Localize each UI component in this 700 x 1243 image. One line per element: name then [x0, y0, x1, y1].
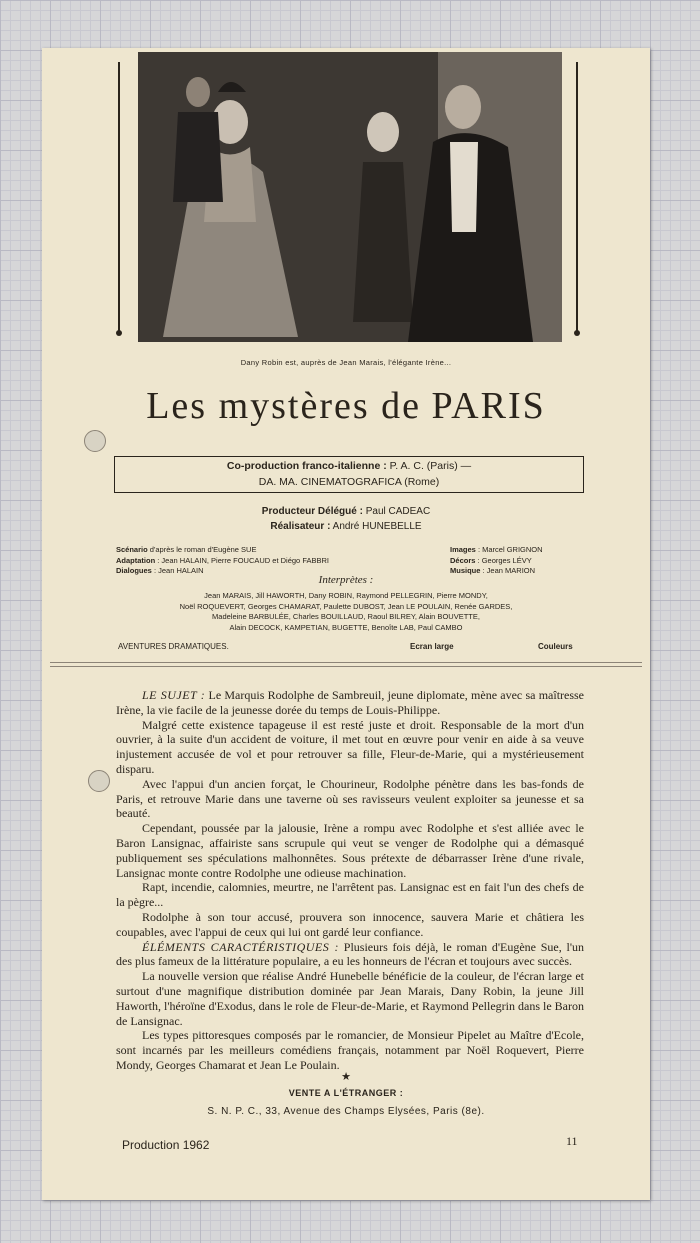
photo-rule-left: [118, 62, 120, 332]
synopsis-paragraph: [116, 688, 584, 718]
synopsis-text: [116, 688, 584, 1073]
credit-row: [116, 545, 329, 556]
director-line: [42, 521, 650, 532]
synopsis-paragraph: Malgré cette existence tapageuse il est resté juste et droit. Responsable de la mort d'un ouvrier, à la suite d'un accident de voiture, il met tout en œuvre pour venir en aide à sa veuve injustement accusée de vol et pour retrouver sa fille, Fleur-de-Marie, qui a mystérieusement disparu.: [116, 717, 584, 776]
coproduction-value-1: P. A. C. (Paris) —: [389, 460, 472, 472]
cast-line: Noël ROQUEVERT, Georges CHAMARAT, Paulette DUBOST, Jean LE POULAIN, Renée GARDES,: [179, 601, 513, 611]
credit-value: : Jean HALAIN: [153, 566, 204, 575]
credit-row: [450, 556, 543, 567]
elements-label: ÉLÉMENTS CARACTÉRISTIQUES :: [142, 939, 340, 954]
paragraph-text: Le Marquis Rodolphe de Sambreuil, jeune diplomate, mène avec sa maîtresse Irène, la vie facile de la jeunesse dorée du temps de Louis-Philippe.: [116, 688, 585, 717]
photo-caption: Dany Robin est, auprès de Jean Marais, l'élégante Irène...: [240, 358, 452, 367]
film-title: [42, 384, 650, 428]
director-value: André HUNEBELLE: [332, 521, 422, 532]
fold-line-lower: [50, 666, 642, 667]
credit-label: Décors: [450, 555, 476, 565]
film-still-photo: [138, 52, 562, 342]
credit-row: [116, 556, 329, 567]
cast-list: [142, 591, 550, 633]
credit-value: d'après le roman d'Eugène SUE: [149, 545, 257, 554]
photo-rule-right: [576, 62, 578, 332]
screen-format: Ecran large: [410, 642, 454, 651]
document-sheet: [42, 48, 650, 1200]
credit-value: : Jean HALAIN, Pierre FOUCAUD et Diégo FABBRI: [157, 555, 329, 565]
film-title-prefix: Les mystères de: [146, 385, 422, 427]
credit-label: Scénario: [116, 545, 148, 554]
genre-label: AVENTURES DRAMATIQUES.: [118, 642, 229, 651]
punch-hole-top: [84, 430, 106, 452]
cast-line: Jean MARAIS, Jill HAWORTH, Dany ROBIN, Raymond PELLEGRIN, Pierre MONDY,: [204, 591, 488, 600]
producer-label: Producteur Délégué :: [261, 506, 363, 517]
production-year: Production 1962: [122, 1138, 210, 1152]
cast-line: Madeleine BARBULÉE, Charles BOUILLAUD, Raoul BILREY, Alain BOUVETTE,: [212, 612, 480, 621]
paragraph-text: Plusieurs fois déjà, le roman d'Eugène Sue, l'un des plus fameux de la littérature populaire, a eu les honneurs de l'écran et toujours avec succès.: [116, 939, 585, 969]
producer-value: Paul CADEAC: [365, 506, 431, 517]
elements-paragraph: Les types pittoresques composés par le romancier, de Monsieur Pipelet au Maître d'Ecole, sont incarnés par les meilleurs comédiens français, notamment par Noël Roquevert, Pierre Mondy, Georges Chamarat et Jean Le Poulain.: [116, 1028, 584, 1072]
synopsis-paragraph: Cependant, poussée par la jalousie, Irène a rompu avec Rodolphe et s'est alliée avec le Baron Lansignac, affairiste sans scrupule qui veut se venger de Rodolphe qui a démasqué publiquement ses spéculations malhonnêtes. Sous prétexte de débarrasser Irène d'une rivale, Lansignac monte contre Rodolphe une odieuse machination.: [116, 821, 584, 880]
page-number: 11: [566, 1134, 578, 1148]
elements-paragraph: [116, 940, 584, 970]
synopsis-paragraph: Rapt, incendie, calomnies, meurtre, ne l'arrêtent pas. Lansignac est en fait l'un des chefs de la pègre...: [116, 880, 584, 910]
credit-label: Images: [450, 545, 476, 554]
sales-address: S. N. P. C., 33, Avenue des Champs Elysées, Paris (8e).: [207, 1106, 485, 1117]
film-still-illustration: [138, 52, 562, 342]
coproduction-box: [114, 456, 584, 493]
cast-line: Alain DECOCK, KAMPETIAN, BUGETTE, Benoîte LAB, Paul CAMBO: [229, 622, 463, 632]
coproduction-label: Co-production franco-italienne :: [226, 460, 387, 472]
credit-label: Musique: [450, 566, 481, 575]
credits-right: [450, 545, 543, 577]
credits-left: [116, 545, 329, 577]
synopsis-paragraph: Rodolphe à son tour accusé, prouvera son innocence, sauvera Marie et châtiera les coupables, avec l'appui de ceux qui lui ont gardé leur confiance.: [116, 909, 584, 939]
credit-label: Dialogues: [116, 566, 152, 575]
credit-row: [450, 545, 543, 556]
credit-value: : Jean MARION: [482, 566, 536, 575]
credit-label: Adaptation: [116, 555, 156, 565]
interpretes-heading: Interprètes :: [318, 574, 374, 586]
synopsis-paragraph: Avec l'appui d'un ancien forçat, le Chourineur, Rodolphe pénètre dans les bas-fonds de Paris, et retrouve Marie dans une taverne où ses ravisseurs veulent exploiter sa jeunesse et sa beauté.: [116, 776, 584, 821]
director-label: Réalisateur :: [270, 521, 331, 532]
producer-line: [42, 506, 650, 517]
credit-value: : Marcel GRIGNON: [477, 545, 543, 554]
punch-hole-bottom: [88, 770, 110, 792]
star-ornament: ★: [341, 1071, 351, 1083]
sujet-label: LE SUJET :: [142, 688, 206, 702]
elements-paragraph: La nouvelle version que réalise André Hunebelle bénéficie de la couleur, de l'écran large et surtout d'une magnifique distribution dominée par Jean Marais, Dany Robin, la jeune Jill Haworth, l'héroïne d'Exodus, dans le role de Fleur-de-Marie, et Raymond Pellegrin dans le Baron de Lansignac.: [116, 969, 584, 1028]
vente-heading: VENTE A L'ÉTRANGER :: [288, 1088, 404, 1098]
color-format: Couleurs: [538, 642, 573, 651]
fold-line-upper: [50, 662, 642, 663]
coproduction-line-1: [115, 458, 583, 474]
coproduction-value-2: DA. MA. CINEMATOGRAFICA (Rome): [258, 476, 440, 488]
film-title-main: PARIS: [431, 385, 546, 427]
credit-value: : Georges LÉVY: [477, 555, 532, 565]
